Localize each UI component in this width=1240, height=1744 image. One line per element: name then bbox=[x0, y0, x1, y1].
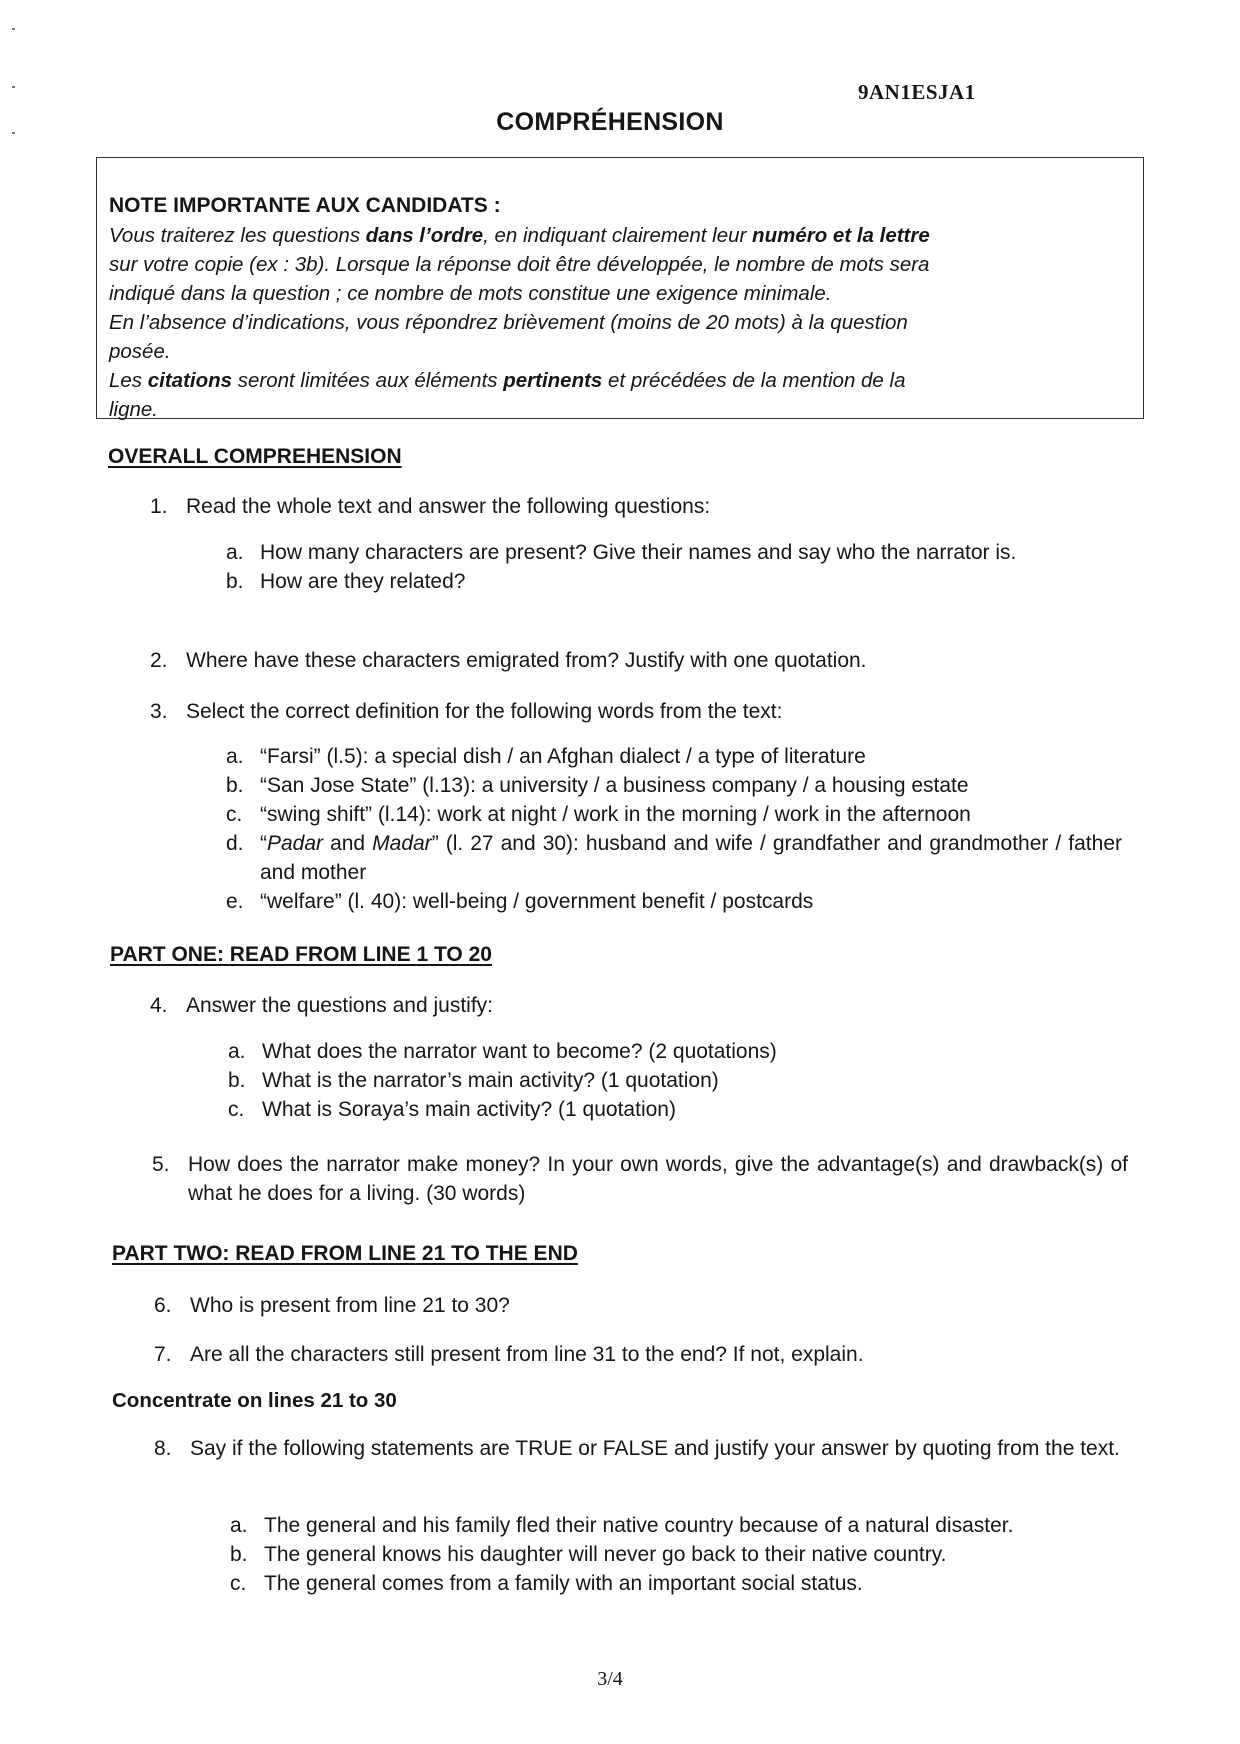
question-1-options bbox=[226, 538, 1122, 596]
option-4c: c. What is Soraya’s main activity? (1 quotation) bbox=[228, 1098, 676, 1121]
question-text: Answer the questions and justify: bbox=[186, 994, 494, 1017]
option-3e: e. “welfare” (l. 40): well-being / government benefit / postcards bbox=[226, 890, 814, 913]
note-heading: NOTE IMPORTANTE AUX CANDIDATS : bbox=[109, 194, 501, 217]
question-3-options bbox=[226, 742, 1122, 916]
note-line: posée. bbox=[109, 340, 171, 363]
option-3d: d. “Padar and Madar” (l. 27 and 30): husband and wife / grandfather and grandmother / father and mother bbox=[226, 832, 1122, 884]
question-text: Are all the characters still present from line 31 to the end? If not, explain. bbox=[190, 1343, 864, 1366]
question-1 bbox=[150, 492, 1126, 521]
candidate-note-box bbox=[96, 157, 1144, 419]
sub-heading-lines-21-30: Concentrate on lines 21 to 30 bbox=[112, 1389, 397, 1412]
question-text: Say if the following statements are TRUE or FALSE and justify your answer by quoting from the text. bbox=[190, 1437, 1120, 1460]
scan-mark bbox=[12, 28, 15, 30]
option-3c: c. “swing shift” (l.14): work at night / work in the morning / work in the afternoon bbox=[226, 803, 971, 826]
question-text: Where have these characters emigrated from? Justify with one quotation. bbox=[186, 649, 867, 672]
question-5 bbox=[152, 1150, 1128, 1208]
question-number: 8. bbox=[154, 1437, 172, 1460]
question-number: 7. bbox=[154, 1343, 172, 1366]
question-8-options bbox=[230, 1511, 1128, 1598]
note-line: Vous traiterez les questions dans l’ordre, en indiquant clairement leur numéro et la lettre bbox=[109, 224, 930, 247]
option-8c: c. The general comes from a family with an important social status. bbox=[230, 1572, 863, 1595]
question-number: 1. bbox=[150, 495, 168, 518]
question-number: 4. bbox=[150, 994, 168, 1017]
option-3b: b. “San Jose State” (l.13): a university / a business company / a housing estate bbox=[226, 774, 969, 797]
option-1b: b. How are they related? bbox=[226, 570, 466, 593]
option-1a: a. How many characters are present? Give their names and say who the narrator is. bbox=[226, 541, 1017, 564]
question-text: Select the correct definition for the following words from the text: bbox=[186, 700, 783, 723]
note-line: ligne. bbox=[109, 398, 159, 421]
exam-code: 9AN1ESJA1 bbox=[858, 80, 976, 104]
question-2 bbox=[150, 646, 1126, 675]
question-number: 3. bbox=[150, 700, 168, 723]
question-3 bbox=[150, 697, 1126, 726]
option-8a: a. The general and his family fled their native country because of a natural disaster. bbox=[230, 1514, 1014, 1537]
note-line: Les citations seront limitées aux éléments pertinents et précédées de la mention de la bbox=[109, 369, 906, 392]
option-3a: a. “Farsi” (l.5): a special dish / an Afghan dialect / a type of literature bbox=[226, 745, 866, 768]
question-7 bbox=[154, 1340, 1130, 1369]
question-4 bbox=[150, 991, 1126, 1020]
page-number: 3/4 bbox=[597, 1668, 623, 1690]
scan-mark bbox=[12, 86, 15, 88]
question-text: How does the narrator make money? In your own words, give the advantage(s) and drawback(s) of what he does for a living. (30 words) bbox=[188, 1153, 1128, 1205]
question-number: 2. bbox=[150, 649, 168, 672]
section-heading-overall: OVERALL COMPREHENSION bbox=[108, 445, 402, 468]
option-8b: b. The general knows his daughter will never go back to their native country. bbox=[230, 1543, 947, 1566]
question-text: Who is present from line 21 to 30? bbox=[190, 1294, 510, 1317]
question-text: Read the whole text and answer the following questions: bbox=[186, 495, 711, 518]
option-4a: a. What does the narrator want to become? (2 quotations) bbox=[228, 1040, 777, 1063]
note-line: indiqué dans la question ; ce nombre de mots constitue une exigence minimale. bbox=[109, 282, 832, 305]
question-4-options bbox=[228, 1037, 1122, 1124]
question-8 bbox=[154, 1434, 1128, 1463]
section-heading-part-two: PART TWO: READ FROM LINE 21 TO THE END bbox=[112, 1242, 578, 1265]
question-number: 6. bbox=[154, 1294, 172, 1317]
question-6 bbox=[154, 1291, 1130, 1320]
option-4b: b. What is the narrator’s main activity? (1 quotation) bbox=[228, 1069, 719, 1092]
note-line: En l’absence d’indications, vous répondrez brièvement (moins de 20 mots) à la question bbox=[109, 311, 908, 334]
page-title: COMPRÉHENSION bbox=[496, 108, 724, 136]
question-number: 5. bbox=[152, 1153, 170, 1176]
section-heading-part-one: PART ONE: READ FROM LINE 1 TO 20 bbox=[110, 943, 492, 966]
note-line: sur votre copie (ex : 3b). Lorsque la réponse doit être développée, le nombre de mots sera bbox=[109, 253, 930, 276]
